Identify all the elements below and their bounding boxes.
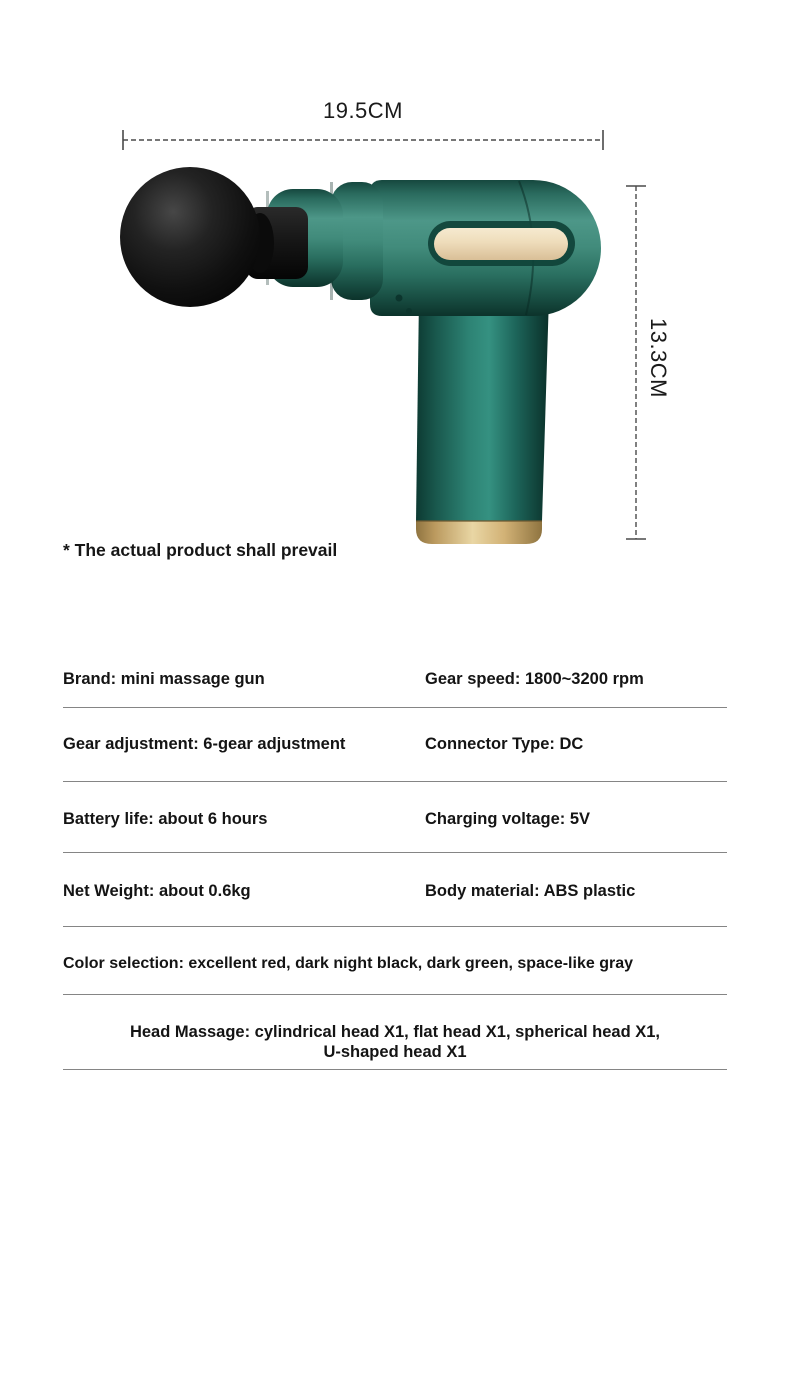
spec-row-head-massage xyxy=(63,995,727,1070)
dimension-height-line xyxy=(626,186,646,539)
spec-row-brand-speed xyxy=(63,640,727,708)
spec-body-material: Body material: ABS plastic xyxy=(425,881,636,900)
body-hole xyxy=(396,295,403,302)
spec-row-battery-voltage xyxy=(63,782,727,853)
spec-row-color-selection xyxy=(63,927,727,995)
gun-body xyxy=(370,180,601,316)
spec-charging-voltage: Charging voltage: 5V xyxy=(425,809,591,828)
spec-head-massage-line1: Head Massage: cylindrical head X1, flat head X1, spherical head X1, xyxy=(129,1023,661,1041)
spec-row-adjustment-connector xyxy=(63,708,727,782)
spec-head-massage-line2: U-shaped head X1 xyxy=(323,1043,467,1061)
ball-head xyxy=(120,167,260,307)
height-dimension-label: 13.3CM xyxy=(646,317,671,399)
handle-gold-base xyxy=(416,521,542,544)
product-figure xyxy=(0,0,790,600)
power-strip xyxy=(428,221,575,266)
spec-net-weight: Net Weight: about 0.6kg xyxy=(63,881,251,900)
spec-battery-life: Battery life: about 6 hours xyxy=(63,809,268,828)
gun-handle xyxy=(416,296,549,544)
dimension-width-line xyxy=(123,130,603,150)
spec-gear-adjustment: Gear adjustment: 6-gear adjustment xyxy=(63,735,346,753)
spec-color-selection: Color selection: excellent red, dark night black, dark green, space-like gray xyxy=(63,955,633,972)
spec-brand: Brand: mini massage gun xyxy=(63,670,265,688)
width-dimension-label: 19.5CM xyxy=(322,98,404,123)
disclaimer-note: * The actual product shall prevail xyxy=(63,540,338,560)
spec-gear-speed: Gear speed: 1800~3200 rpm xyxy=(425,670,644,688)
spec-table xyxy=(63,640,727,1070)
body-hole xyxy=(406,308,412,314)
spec-connector-type: Connector Type: DC xyxy=(425,735,584,753)
spec-row-weight-material xyxy=(63,853,727,927)
